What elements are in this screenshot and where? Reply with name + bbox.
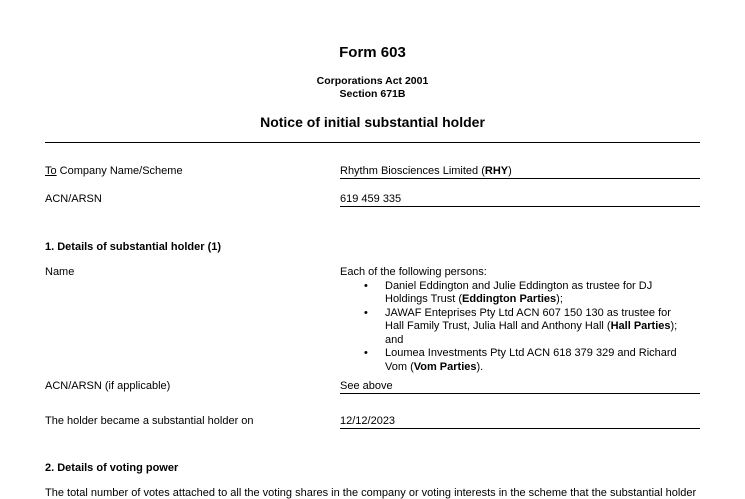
person-text: Daniel Eddington and Julie Eddington as trustee for DJ Holdings Trust ( — [385, 279, 653, 305]
company-name-field — [340, 165, 700, 179]
holder-persons — [340, 266, 690, 374]
form-title: Form 603 — [339, 44, 406, 61]
acn-if-applicable-label: ACN/ARSN (if applicable) — [45, 380, 171, 392]
person-end: ); and — [385, 320, 678, 346]
acn-if-applicable-value: See above — [340, 380, 700, 394]
holder-name-label: Name — [45, 266, 75, 278]
bullet-icon: • — [364, 347, 368, 359]
persons-intro: Each of the following persons: — [340, 266, 487, 278]
person-defined-term: Eddington Parties — [462, 293, 557, 305]
became-holder-label: The holder became a substantial holder on — [45, 415, 254, 427]
company-name-text: Rhythm Biosciences Limited ( — [340, 165, 485, 177]
list-item — [340, 307, 690, 348]
act-subtitle: Corporations Act 2001 — [316, 75, 429, 87]
person-end: ); — [556, 293, 563, 305]
section-2-heading: 2. Details of voting power — [45, 462, 179, 474]
person-text: JAWAF Enteprises Pty Ltd ACN 607 150 130 as trustee for Hall Family Trust, Julia Hall and Anthony Hall ( — [385, 306, 671, 332]
bullet-icon: • — [364, 279, 368, 292]
notice-title: Notice of initial substantial holder — [260, 114, 485, 130]
person-text: Loumea Investments Pty Ltd ACN 618 379 329 and Richard Vom ( — [385, 347, 677, 373]
section-subtitle: Section 671B — [339, 88, 406, 100]
to-prefix: To — [45, 165, 57, 177]
acn-value: 619 459 335 — [340, 193, 700, 207]
persons-list — [340, 280, 690, 375]
acn-label: ACN/ARSN — [45, 193, 102, 205]
header-divider — [45, 142, 700, 143]
list-item — [340, 280, 690, 307]
company-code: RHY — [484, 165, 509, 177]
bullet-icon: • — [364, 306, 368, 319]
list-item — [340, 347, 690, 374]
voting-power-text: The total number of votes attached to all the voting shares in the company or voting interests in the scheme that the substantial holder — [45, 487, 697, 499]
to-company-label — [45, 165, 183, 177]
company-name-end: ) — [508, 165, 512, 177]
person-defined-term: Hall Parties — [610, 320, 671, 332]
company-label-text: Company Name/Scheme — [56, 165, 183, 177]
person-defined-term: Vom Parties — [413, 360, 477, 373]
person-end: ). — [476, 360, 484, 373]
section-1-heading: 1. Details of substantial holder (1) — [45, 241, 222, 253]
became-holder-date: 12/12/2023 — [340, 415, 700, 429]
